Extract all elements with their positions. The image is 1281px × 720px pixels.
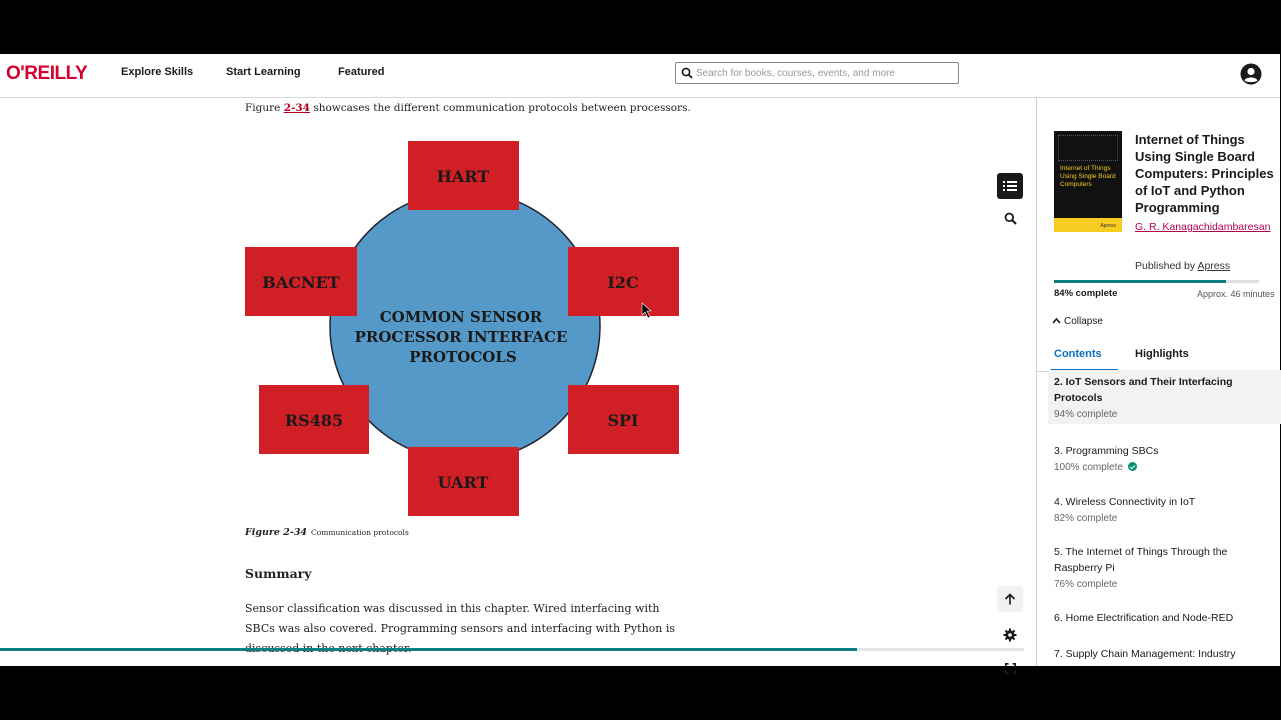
label-spi: SPI <box>607 411 639 430</box>
settings-button[interactable] <box>997 622 1023 648</box>
sidebar-tabs <box>1037 342 1281 372</box>
fullscreen-button[interactable] <box>997 655 1023 681</box>
scroll-to-top-button[interactable] <box>997 586 1023 612</box>
toc-item[interactable]: 7. Supply Chain Management: Industry <box>1054 648 1236 660</box>
check-circle-icon <box>1128 462 1137 471</box>
label-uart: UART <box>437 473 489 492</box>
label-i2c: I2C <box>607 273 639 292</box>
toc-item[interactable]: 4. Wireless Connectivity in IoT 82% complete <box>1054 496 1196 524</box>
search-icon <box>1004 212 1017 225</box>
figure-circle <box>330 191 600 461</box>
app-window <box>0 54 1280 666</box>
oreilly-logo[interactable]: O'REILLY <box>6 63 88 84</box>
cover-title: Internet of Things Using Single Board Computers <box>1060 165 1116 188</box>
cover-publisher: Apress <box>1100 223 1116 229</box>
figure-center-line-1: COMMON SENSOR <box>379 308 543 326</box>
toc-item[interactable]: 3. Programming SBCs 100% complete <box>1054 445 1159 473</box>
toc-item[interactable]: 6. Home Electrification and Node-RED <box>1054 612 1234 624</box>
tab-highlights[interactable]: Highlights <box>1135 348 1189 360</box>
figure-link[interactable]: 2-34 <box>283 102 310 114</box>
figure-caption: Figure 2-34 Communication protocols <box>245 527 409 538</box>
chevron-up-icon <box>1052 317 1061 324</box>
search-icon <box>681 67 693 79</box>
book-cover[interactable] <box>1054 131 1122 232</box>
toc-item[interactable]: 2. IoT Sensors and Their Interfacing Protocols 94% complete <box>1048 370 1281 424</box>
arrow-up-icon <box>1004 593 1016 605</box>
list-icon <box>1003 180 1017 192</box>
book-progress-bar <box>1054 280 1259 283</box>
table-of-contents-button[interactable] <box>997 173 1023 199</box>
nav-featured[interactable]: Featured <box>338 66 385 78</box>
gear-icon <box>1003 628 1017 642</box>
publisher-link[interactable]: Apress <box>1197 260 1231 272</box>
book-progress-fill <box>1054 280 1226 283</box>
user-account-icon[interactable] <box>1240 63 1262 85</box>
published-by: Published by Apress <box>1135 260 1231 272</box>
figure-center-line-3: PROTOCOLS <box>409 348 517 366</box>
label-hart: HART <box>436 167 490 186</box>
label-rs485: RS485 <box>284 411 344 430</box>
nav-explore-skills[interactable]: Explore Skills <box>121 66 194 78</box>
book-title: Internet of Things Using Single Board Computers: Principles of IoT and Python Programming <box>1135 132 1274 215</box>
book-sidebar <box>1036 98 1280 666</box>
reading-progress-fill <box>0 648 857 651</box>
tab-contents[interactable]: Contents <box>1054 348 1102 360</box>
search-input[interactable] <box>696 65 951 81</box>
search-box[interactable] <box>675 62 959 84</box>
figure-center-line-2: PROCESSOR INTERFACE <box>354 328 568 346</box>
reader-pane <box>0 98 1036 666</box>
book-author-link[interactable]: G. R. Kanagachidambaresan <box>1135 221 1271 233</box>
communication-protocols-figure <box>245 140 681 518</box>
collapse-button[interactable]: Collapse <box>1052 316 1103 327</box>
summary-heading: Summary <box>245 566 312 581</box>
top-nav-bar <box>0 54 1280 98</box>
book-complete-label: 84% complete <box>1054 288 1118 299</box>
reading-progress-bar <box>0 648 1024 651</box>
label-bacnet: BACNET <box>262 273 340 292</box>
intro-paragraph: Figure 2-34 showcases the different communication protocols between processors. <box>245 102 691 114</box>
summary-paragraph: Sensor classification was discussed in this chapter. Wired interfacing with SBCs was also covered. Programming sensors and interfacing with Python is <box>245 602 676 635</box>
toc-item[interactable]: 5. The Internet of Things Through the Raspberry Pi 76% complete <box>1054 546 1228 590</box>
time-remaining-label: Approx. 46 minutes <box>1197 289 1275 299</box>
nav-start-learning[interactable]: Start Learning <box>226 66 301 78</box>
search-in-book-button[interactable] <box>997 205 1023 231</box>
expand-icon <box>1005 663 1016 674</box>
